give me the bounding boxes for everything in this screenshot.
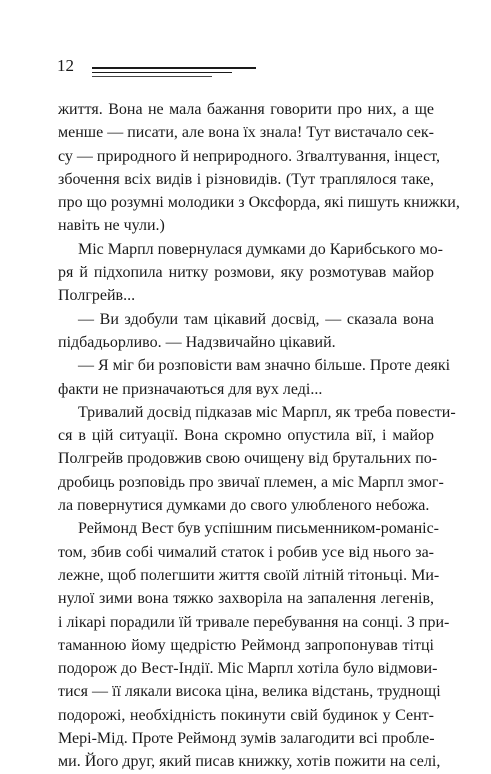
page-number: 12 [57,56,74,75]
text-line: — Ви здобули там цікавий досвід, — сказала вона [78,310,434,328]
text-line: Реймонд Вест був успішним письменником-романіс- [78,520,440,538]
text-line: ла повернутися думками до свого улюбленого небожа. [58,497,430,515]
text-line: ря й підхопила нитку розмови, яку розмотував майор [58,264,434,282]
text-line: Мері-Мід. Проте Реймонд зумів залагодити всі пробле- [58,730,435,748]
text-line: ся в цій ситуації. Вона скромно опустила вії, і майор [58,427,434,445]
text-line: том, збив собі чималий статок і робив усе від нього за- [58,543,434,561]
text-line: підбадьорливо. — Надзвичайно цікавий. [58,333,336,351]
text-line: ми. Його друг, який писав книжку, хотів пожити на селі, [58,753,441,771]
paragraph [58,238,443,308]
text-line: дробиць розповідь про звичаї племен, а міс Марпл змог- [58,473,444,491]
header-rule [92,67,256,69]
header-rule [92,76,212,77]
text-line: — Я міг би розповісти вам значно більше. Проте деякі [78,357,451,375]
paragraph [58,401,456,517]
text-line: навіть не чули.) [58,217,165,235]
paragraph [58,517,450,773]
text-line: факти не призначаються для вух леді... [58,380,323,398]
paragraph [58,354,451,401]
text-line: лежне, щоб полегшити життя своїй літній тітоньці. Ми- [58,566,440,584]
text-line: тися — її лякали висока ціна, велика відстань, труднощі [58,683,441,701]
text-line: Полгрейв продовжив свою очищену від брутальних по- [58,450,438,468]
text-line: Тривалий досвід підказав міс Марпл, як треба повести- [78,403,456,421]
text-line: і лікарі порадили їй тривале перебування на сонці. З при- [58,613,450,631]
text-line: менше — писати, але вона їх знала! Тут вистачало сек- [58,124,434,142]
body-text [58,98,460,774]
text-line: про що розумні молодики з Оксфорда, які пишуть книжки, [58,194,460,212]
text-line: подорожі, необхідність покинути свій будинок у Сент- [58,706,434,724]
text-line: таманною йому щедрістю Реймонд запропонував тітці [58,636,434,654]
text-line: подорож до Вест-Індії. Міс Марпл хотіла було відмови- [58,660,438,678]
paragraph [58,308,434,355]
text-line: су — природного й неприродного. Зґвалтування, інцест, [58,147,441,165]
text-line: Полгрейв... [58,287,136,305]
text-line: збочення всіх видів і різновидів. (Тут траплялося таке, [58,170,434,188]
text-line: нулої зими вона тяжко захворіла на запалення легенів, [58,590,434,608]
header-rule [92,72,232,73]
paragraph [58,98,460,238]
text-line: життя. Вона не мала бажання говорити про них, а ще [58,101,434,118]
text-line: Міс Марпл повернулася думками до Карибського мо- [78,240,443,258]
